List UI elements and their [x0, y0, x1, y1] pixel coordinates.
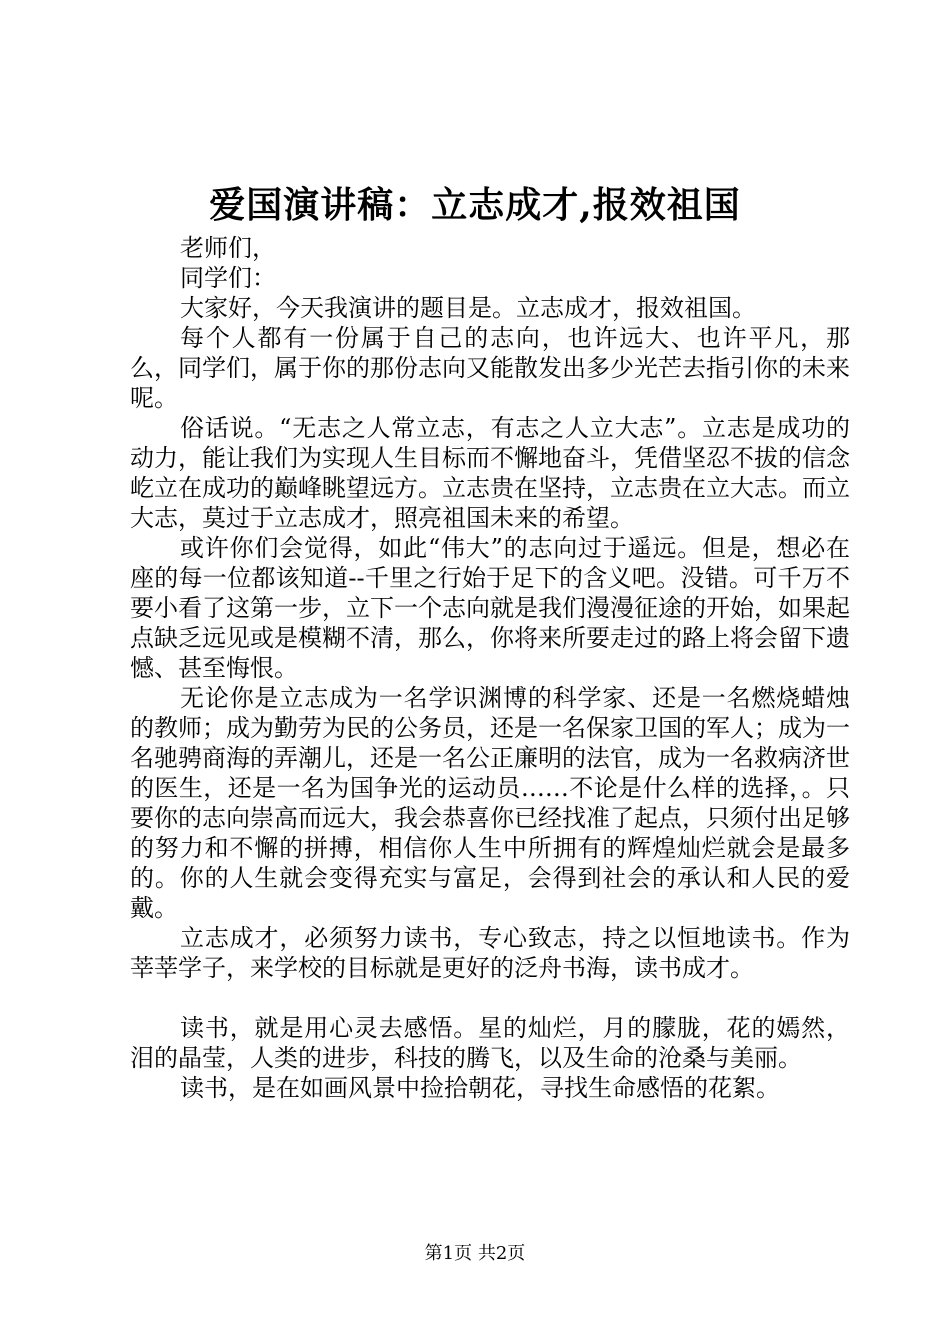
blank-line	[130, 983, 850, 1013]
paragraph-proverb: 俗话说。“无志之人常立志，有志之人立大志”。立志是成功的动力，能让我们为实现人生目标而不懈地奋斗，凭借坚忍不拔的信念屹立在成功的巅峰眺望远方。立志贵在坚持，立志贵在立大志。而立大志，莫过于立志成才，照亮祖国未来的希望。	[130, 414, 850, 532]
paragraph-reading-flowers: 读书，是在如画风景中捡拾朝花，寻找生命感悟的花絮。	[180, 1074, 780, 1102]
paragraph-first-step: 或许你们会觉得，如此“伟大”的志向过于遥远。但是，想必在座的每一位都该知道--千里之行始于足下的含义吧。没错。可千万不要小看了这第一步，立下一个志向就是我们漫漫征途的开始，如果起点缺乏远见或是模糊不清，那么，你将来所要走过的路上将会留下遗憾、甚至悔恨。	[130, 534, 850, 682]
paragraph-ambition: 每个人都有一份属于自己的志向，也许远大、也许平凡，那么，同学们，属于你的那份志向又能散发出多少光芒去指引你的未来呢。	[130, 324, 850, 412]
salutation-teachers: 老师们，	[180, 234, 276, 262]
document-title: 爱国演讲稿：立志成才,报效祖国	[209, 184, 741, 226]
paragraph-careers: 无论你是立志成为一名学识渊博的科学家、还是一名燃烧蜡烛的教师；成为勤劳为民的公务员，还是一名保家卫国的军人；成为一名驰骋商海的弄潮儿，还是一名公正廉明的法官，成为一名救病济世的医生，还是一名为国争光的运动员……不论是什么样的选择，。只要你的志向崇高而远大，我会恭喜你已经找准了起点，只须付出足够的努力和不懈的拼搏，相信你人生中所拥有的辉煌灿烂就会是最多的。你的人生就会变得充实与富足，会得到社会的承认和人民的爱戴。	[130, 684, 850, 922]
salutation-students: 同学们：	[180, 264, 276, 292]
paragraph-reading-feeling: 读书，就是用心灵去感悟。星的灿烂，月的朦胧，花的嫣然，泪的晶莹，人类的进步，科技的腾飞，以及生命的沧桑与美丽。	[130, 1014, 850, 1072]
paragraph-greeting: 大家好，今天我演讲的题目是。立志成才，报效祖国。	[180, 294, 756, 322]
document-body	[130, 233, 850, 1103]
page-footer: 第1页 共2页	[424, 1243, 526, 1264]
paragraph-study: 立志成才，必须努力读书，专心致志，持之以恒地读书。作为莘莘学子，来学校的目标就是更好的泛舟书海，读书成才。	[130, 924, 850, 982]
